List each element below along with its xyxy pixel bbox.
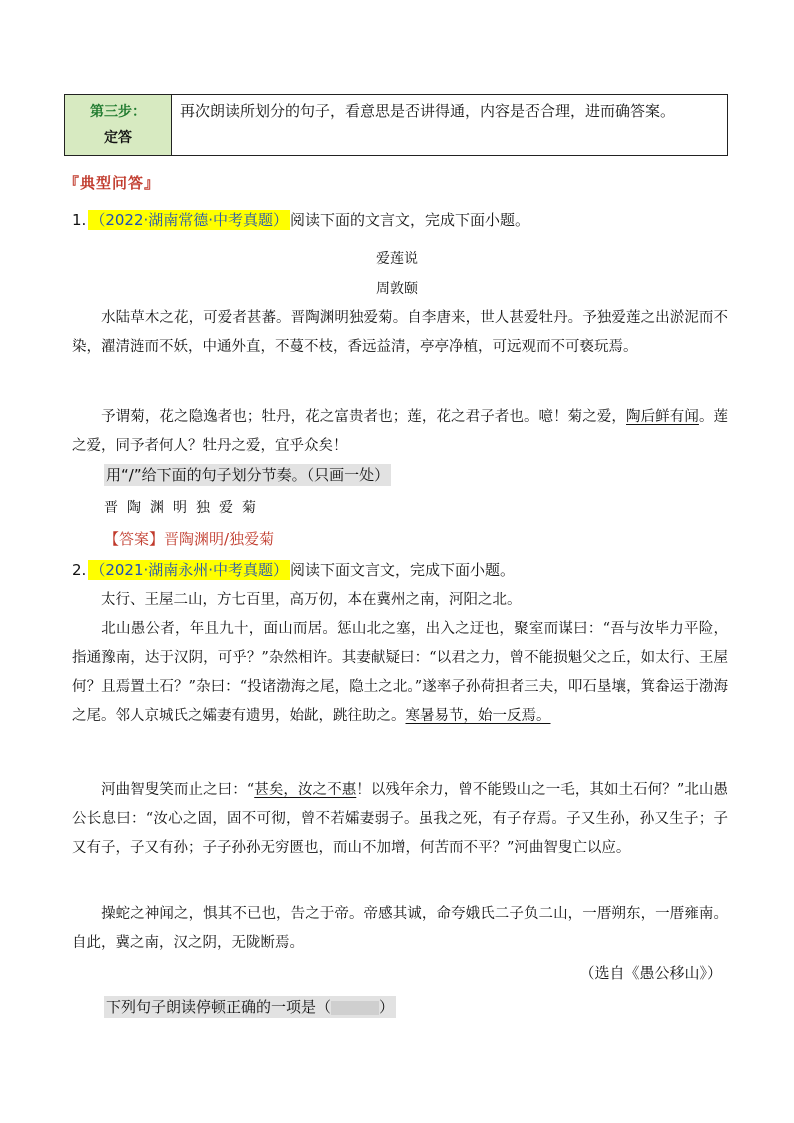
passage-author: 周敦颐 [376, 281, 418, 297]
target-sentence: 晋陶渊明独爱菊 [104, 500, 265, 516]
underlined-phrase: 陶后鲜有闻 [626, 409, 699, 425]
answer-blank[interactable] [331, 1001, 379, 1015]
question-number: 2. [72, 561, 87, 579]
question-instruction: 阅读下面的文言文，完成下面小题。 [290, 211, 531, 229]
source-note: （选自《愚公移山》） [579, 964, 722, 982]
answer-tag: 【答案】 [104, 530, 165, 548]
question-instruction: 阅读下面文言文，完成下面小题。 [290, 561, 516, 579]
underlined-phrase: 寒暑易节，始一反焉。 [405, 708, 551, 724]
step-table [64, 94, 728, 156]
passage-paragraph: 操蛇之神闻之，惧其不已也，告之于帝。帝感其诚，命夸娥氏二子负二山，一厝朔东，一厝雍南。自此，冀之南，汉之阴，无陇断焉。 [72, 906, 728, 951]
underlined-phrase: 甚矣，汝之不惠 [254, 782, 357, 798]
passage-paragraph: 予谓菊，花之隐逸者也；牡丹，花之富贵者也；莲，花之君子者也。噫！菊之爱，陶后鲜有闻。莲之爱，同予者何人？牡丹之爱，宜乎众矣！ [72, 409, 729, 454]
step-name: 定答 [104, 130, 132, 146]
answer-line [104, 528, 274, 549]
section-title: 『典型问答』 [64, 174, 161, 192]
question-2-header [72, 558, 515, 582]
answer-text: 晋陶渊明/独爱菊 [164, 530, 275, 548]
passage-paragraph: 河曲智叟笑而止之曰：“甚矣，汝之不惠！以残年余力，曾不能毁山之一毛，其如土石何？”北山愚公长息曰：“汝心之固，固不可彻，曾不若孀妻弱子。虽我之死，有子存焉。子又生孙，孙又生子；子又有子，子又有孙；子子孙孙无穷匮也，而山不加增，何苦而不平？”河曲智叟亡以应。 [72, 782, 728, 856]
question-prompt: 用“/”给下面的句子划分节奏。（只画一处） [106, 466, 390, 484]
passage-paragraph: 水陆草木之花，可爱者甚蕃。晋陶渊明独爱菊。自李唐来，世人甚爱牡丹。予独爱莲之出淤泥而不染，濯清涟而不妖，中通外直，不蔓不枝，香远益清，亭亭净植，可远观而不可亵玩焉。 [72, 310, 728, 355]
question-source-tag: （2022·湖南常德·中考真题） [90, 211, 289, 229]
passage-paragraph: 太行、王屋二山，方七百里，高万仞，本在冀州之南，河阳之北。 [101, 592, 522, 608]
step-content: 再次朗读所划分的句子，看意思是否讲得通，内容是否合理，进而确答案。 [180, 102, 676, 120]
question-prompt: 下列句子朗读停顿正确的一项是（ ） [106, 998, 395, 1016]
question-1-header [72, 208, 530, 232]
step-number: 第三步： [90, 104, 146, 120]
question-source-tag: （2021·湖南永州·中考真题） [90, 561, 289, 579]
passage-paragraph: 北山愚公者，年且九十，面山而居。惩山北之塞，出入之迂也，聚室而谋曰：“吾与汝毕力平险，指通豫南，达于汉阴，可乎？”杂然相许。其妻献疑曰：“以君之力，曾不能损魁父之丘，如太行、王屋何？且焉置土石？”杂曰：“投诸渤海之尾，隐土之北。”遂率子孙荷担者三夫，叩石垦壤，箕畚运于渤海之尾。邻人京城氏之孀妻有遗男，始龀，跳往助之。寒暑易节，始一反焉。 [72, 621, 728, 724]
question-number: 1. [72, 211, 87, 229]
step-label-cell [65, 95, 172, 155]
passage-title: 爱莲说 [376, 251, 418, 267]
